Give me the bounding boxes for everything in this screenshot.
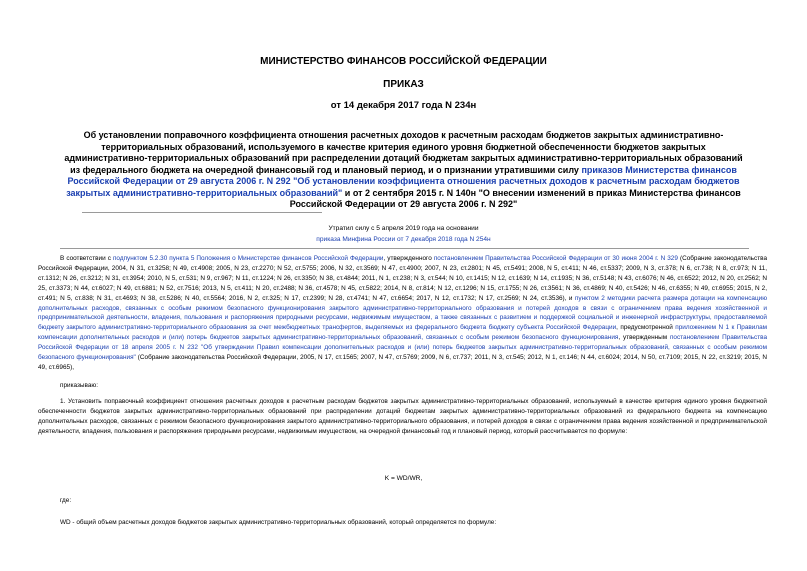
- status-note: [0, 223, 807, 245]
- where-label: где:: [60, 497, 72, 504]
- title-text-2: и от 2 сентября 2015 г. N 140н "О внесении изменений в приказ Министерства финансов Российской Федерации от 29 августа 2006 г. N 292": [289, 187, 741, 209]
- order-word: приказываю:: [60, 381, 98, 389]
- clause-1: 1. Установить поправочный коэффициент отношения расчетных доходов к расчетным расходам бюджетов закрытых административно-территориальных образований, используемый в качестве критерия единого уровня бюджетной обеспеченности бюджетов закрытых административно-территориальных образований при распределении дотаций бюджетам закрытых административно-территориальных образований из федерального бюджета на компенсацию дополнительных расходов, связанных с режимом безопасного функционирования закрытого административно-территориального образования, и потерей доходов в связи с ограничением права ведения хозяйственной и предпринимательской деятельности, владения, пользования и распоряжения природными ресурсами, недвижимым имуществом, на очередной финансовый год и плановый период, который рассчитывается по формуле:: [38, 397, 767, 435]
- status-link[interactable]: приказа Минфина России от 7 декабря 2018 года N 254н: [316, 236, 491, 243]
- preamble-text: , предусмотренной: [616, 324, 676, 332]
- divider-long: [60, 248, 749, 249]
- preamble-text: В соответствии с: [60, 255, 113, 262]
- order-heading: ПРИКАЗ: [383, 79, 424, 90]
- title-text-1: Об установлении поправочного коэффициента отношения расчетных доходов к расчетным расходам бюджетов закрытых административно-территориальных образований, используемого в качестве критерия единого уровня бюджетной обеспеченности бюджетов закрытых административно-территориальных образований при распределении дотаций бюджетам закрытых административно-территориальных образований из федерального бюджета на очередной финансовый год и плановый период, и о признании утратившими силу: [64, 130, 743, 175]
- link-regulation-clause[interactable]: подпунктом 5.2.30 пункта 5 Положения о Министерстве финансов Российской Федерации: [112, 255, 384, 262]
- preamble-text: , утвержденного: [383, 255, 434, 262]
- document-title: [60, 130, 747, 211]
- wd-definition: WD - общий объем расчетных доходов бюджетов закрытых административно-территориальных образований, который определяется по формуле:: [60, 519, 497, 526]
- divider-short: [82, 212, 322, 213]
- link-methodology-clause[interactable]: пунктом 2 методики расчета размера дотации на компенсацию дополнительных расходов, связанных с особым режимом безопасного функционирования закрытого административно-территориального образования и потерей доходов в связи с ограничением права ведения хозяйственной и предпринимательской деятельности, владения, пользования и распоряжения природными ресурсами, недвижимым имуществом, а также связанных с развитием и поддержкой социальной и инженерной инфраструктуры, предоставляемой бюджету закрытого административно-территориального образования за счет межбюджетных трансфертов, выделяемых из федерального бюджета бюджету субъекта Российской Федерации: [38, 294, 767, 332]
- link-resolution-232[interactable]: постановлением Правительства Российской Федерации от 18 апреля 2005 г. N 232 "Об утверждении Правил компенсации дополнительных расходов и (или) потерь бюджетов закрытых административно-территориальных образований, связанных с особым режимом безопасного функционирования": [38, 334, 768, 362]
- link-appendix-1[interactable]: приложением N 1 к Правилам компенсации дополнительных расходов и (или) потерь бюджетов закрытых административно-территориальных образований, связанных с особым режимом безопасного функционирования: [38, 324, 768, 342]
- title-link-orders[interactable]: приказов Министерства финансов Российской Федерации от 29 августа 2006 г. N 292 "Об установлении коэффициента отношения расчетных доходов к расчетным расходам бюджетов закрытых административно-территориальных образований": [66, 164, 740, 198]
- ministry-name: МИНИСТЕРСТВО ФИНАНСОВ РОССИЙСКОЙ ФЕДЕРАЦИИ: [260, 56, 547, 67]
- preamble-text: , утвержденным: [618, 334, 670, 342]
- order-date: от 14 декабря 2017 года N 234н: [330, 100, 477, 111]
- preamble-paragraph: [38, 254, 767, 373]
- document-body: [38, 254, 767, 436]
- status-line: Утратил силу с 5 апреля 2019 года на основании: [328, 225, 479, 232]
- formula-k: K = WD/WR,: [384, 475, 423, 482]
- link-resolution-329[interactable]: постановлением Правительства Российской Федерации от 30 июня 2004 г. N 329: [433, 255, 678, 262]
- preamble-text: (Собрание законодательства Российской Федерации, 2005, N 17, ст.1565; 2007, N 47, ст.5769; 2009, N 6, ст.737; 2011, N 3, ст.545; 2012, N 1, ст.146; N 44, ст.6024; 2014, N 50, ст.7109; 2015, N 22, ст.3219; 2015, N 49, ст.6965),: [38, 354, 767, 371]
- preamble-text: (Собрание законодательства Российской Федерации, 2004, N 31, ст.3258; N 49, ст.4908; 2005, N 23, ст.2270; N 52, ст.5755; 2006, N 32, ст.3569; N 47, ст.4900; 2007, N 23, ст.2801; N 45, ст.5491; 2008, N 5, ст.411; N 46, ст.5337; 2009, N 3, ст.378; N 6, ст.738; N 8, ст.973; N 11, ст.1312; N 26, ст.3212; N 31, ст.3954; 2010, N 5, ст.531; N 9, ст.967; N 11, ст.1224; N 26, ст.3350; N 38, ст.4844; 2011, N 1, ст.238; N 3, ст.544; N 10, ст.1415; N 12, ст.1639; N 14, ст.1935; N 36, ст.5148; N 43, ст.6076; N 46, ст.6522; 2012, N 20, ст.2562; N 25, ст.3373; N 44, ст.6027; N 49, ст.6881; N 52, ст.7516; 2013, N 5, ст.411; N 20, ст.2488; N 36, ст.4578; N 45, ст.5822; 2014, N 8, ст.814; N 12, ст.1296; N 15, ст.1755; N 26, ст.3561; N 36, ст.4869; N 40, ст.5426; N 46, ст.6355; N 49, ст.6955; 2015, N 2, ст.491; N 5, ст.838; N 31, ст.4693; N 38, ст.5286; N 40, ст.5564; 2016, N 2, ст.325; N 17, ст.2399; N 28, ст.4741; N 47, ст.6654; 2017, N 12, ст.1732; N 17, ст.2569; N 24, ст.3536), и: [38, 255, 767, 302]
